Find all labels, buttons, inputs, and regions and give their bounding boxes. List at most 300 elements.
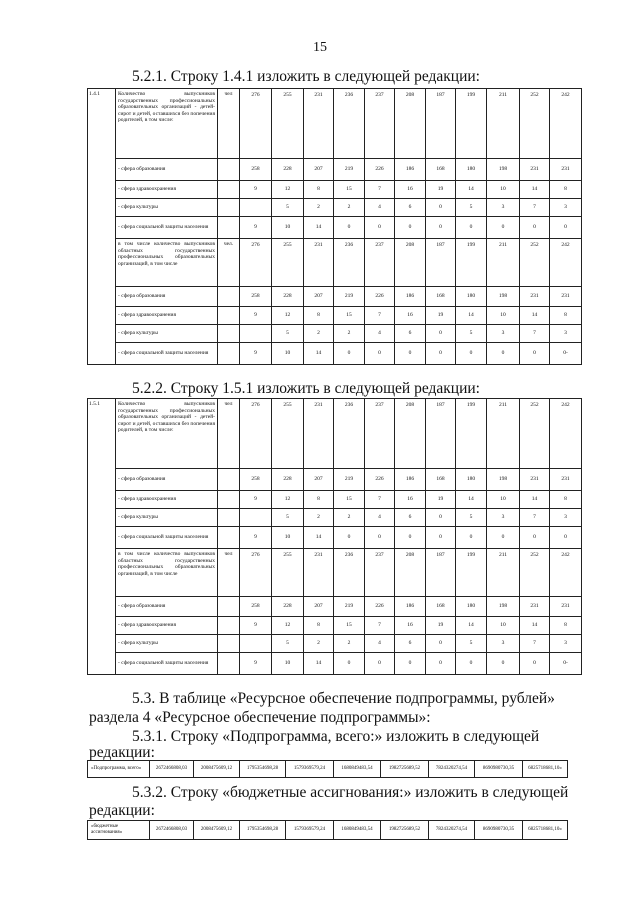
cell-value: 2008475609,12 (194, 761, 240, 778)
cell-value: 228 (272, 159, 304, 181)
section-5-3-line2: раздела 4 «Ресурсное обеспечение подпрограммы»: (89, 709, 431, 726)
cell-value: 8 (550, 181, 582, 199)
page-number: 15 (313, 40, 327, 55)
cell-value: 10 (272, 527, 304, 549)
cell-value: 0 (487, 217, 520, 239)
cell-value: 231 (520, 469, 550, 491)
section-5-2-2-heading: 5.2.2. Строку 1.5.1 изложить в следующей редакции: (132, 380, 480, 397)
row-unit: чел. (218, 239, 240, 287)
cell-value: 199 (456, 89, 487, 159)
cell-value: 237 (365, 89, 395, 159)
section-5-3-1-line2: редакции: (89, 744, 155, 761)
cell-value: 14 (520, 491, 550, 509)
cell-value: 199 (456, 399, 487, 469)
cell-value: 16 (395, 181, 426, 199)
section-5-3-1-line1: 5.3.1. Строку «Подпрограмма, всего:» изложить в следующей (132, 728, 540, 745)
cell-value: 0 (426, 343, 456, 365)
cell-value: 242 (550, 239, 582, 287)
row-label: - сфера образования (116, 469, 218, 491)
cell-value: 2 (334, 199, 365, 217)
cell-value: 0 (334, 527, 365, 549)
cell-value: 219 (334, 287, 365, 307)
cell-value: 180 (456, 469, 487, 491)
table-subprogram-total (87, 760, 568, 778)
cell-value: 0 (456, 217, 487, 239)
cell-value: 0 (334, 217, 365, 239)
cell-value: 5 (456, 509, 487, 527)
row-unit (218, 617, 240, 635)
row-unit (218, 287, 240, 307)
cell-value: 2 (334, 325, 365, 343)
cell-value: 10 (487, 181, 520, 199)
cell-value: 12 (272, 181, 304, 199)
section-5-2-1-heading: 5.2.1. Строку 1.4.1 изложить в следующей редакции: (132, 68, 480, 85)
cell-value: 252 (520, 239, 550, 287)
cell-value: 9 (240, 307, 272, 325)
cell-value: 10 (487, 617, 520, 635)
cell-value: 187 (426, 89, 456, 159)
table-row (88, 287, 582, 307)
cell-value: 231 (304, 549, 334, 597)
table-row (88, 343, 582, 365)
row-label: - сфера здравоохранения (116, 617, 218, 635)
cell-value: 228 (272, 469, 304, 491)
cell-value: 0 (395, 343, 426, 365)
cell-value: 0 (456, 527, 487, 549)
cell-value: 236 (334, 89, 365, 159)
cell-value: 9 (240, 617, 272, 635)
cell-value: 219 (334, 597, 365, 617)
cell-value: 5 (272, 325, 304, 343)
cell-value: 8 (304, 181, 334, 199)
cell-value (240, 199, 272, 217)
cell-value: 8 (304, 307, 334, 325)
row-label: «бюджетные ассигнования» (88, 821, 150, 840)
cell-value: 258 (240, 287, 272, 307)
cell-value: 16 (395, 491, 426, 509)
cell-value: 231 (520, 597, 550, 617)
row-label: - сфера культуры (116, 509, 218, 527)
table-row (88, 509, 582, 527)
cell-value: 231 (304, 239, 334, 287)
cell-value: 237 (365, 399, 395, 469)
cell-value: 1680849483,54 (334, 821, 381, 840)
cell-value: 0 (426, 199, 456, 217)
table-row (88, 89, 582, 159)
row-label: - сфера культуры (116, 325, 218, 343)
cell-value: 255 (272, 89, 304, 159)
cell-value: 258 (240, 469, 272, 491)
section-5-3-2-line1: 5.3.2. Строку «бюджетные ассигнования:» изложить в следующей (132, 784, 569, 801)
cell-value: 3 (550, 325, 582, 343)
cell-value: 0 (365, 343, 395, 365)
cell-value: 2672466808,03 (150, 761, 194, 778)
row-label: - сфера социальной защиты населения (116, 343, 218, 365)
cell-value: 15 (334, 307, 365, 325)
cell-value: 9 (240, 217, 272, 239)
cell-value: 0 (334, 653, 365, 675)
table-1-4-1 (87, 88, 582, 365)
cell-value: 187 (426, 239, 456, 287)
cell-value: 10 (487, 307, 520, 325)
cell-value: 226 (365, 159, 395, 181)
cell-value: 208 (395, 239, 426, 287)
row-label: - сфера образования (116, 597, 218, 617)
cell-value: 0 (456, 343, 487, 365)
cell-value: 14 (520, 617, 550, 635)
cell-value: 7 (520, 199, 550, 217)
cell-value: 231 (304, 399, 334, 469)
cell-value: 14 (520, 307, 550, 325)
cell-value: 207 (304, 597, 334, 617)
table-row (88, 217, 582, 239)
cell-value: 276 (240, 549, 272, 597)
cell-value: 255 (272, 239, 304, 287)
cell-value: 14 (456, 491, 487, 509)
cell-value: 0 (365, 217, 395, 239)
cell-value: 199 (456, 549, 487, 597)
cell-value: 226 (365, 469, 395, 491)
cell-value: 10 (272, 653, 304, 675)
cell-value: 4 (365, 325, 395, 343)
row-label: - сфера социальной защиты населения (116, 527, 218, 549)
table-row (88, 325, 582, 343)
row-code: 1.5.1 (88, 399, 116, 675)
cell-value: 1982725689,52 (381, 821, 429, 840)
cell-value: 7 (520, 635, 550, 653)
cell-value: 14 (456, 307, 487, 325)
cell-value: 211 (487, 89, 520, 159)
cell-value: 7824320274,54 (429, 821, 475, 840)
row-label: в том числе количество выпускников областных государственных профессиональных образовательных организаций, в том числе (116, 549, 218, 597)
cell-value: 12 (272, 307, 304, 325)
row-unit (218, 181, 240, 199)
cell-value: 7824320274,54 (429, 761, 475, 778)
cell-value: 19 (426, 491, 456, 509)
row-label: - сфера социальной защиты населения (116, 653, 218, 675)
cell-value: 3 (487, 199, 520, 217)
cell-value: 8 (550, 491, 582, 509)
cell-value: 6 (395, 509, 426, 527)
row-unit (218, 469, 240, 491)
cell-value: 9 (240, 653, 272, 675)
table-row (88, 399, 582, 469)
cell-value: 0 (520, 653, 550, 675)
table-row (88, 469, 582, 491)
cell-value: 5 (272, 199, 304, 217)
cell-value: 0 (426, 653, 456, 675)
cell-value: 0 (426, 217, 456, 239)
cell-value: 187 (426, 549, 456, 597)
row-unit (218, 597, 240, 617)
cell-value: 0 (520, 527, 550, 549)
cell-value: 3 (550, 635, 582, 653)
cell-value: 186 (395, 597, 426, 617)
cell-value: 6825718681,10» (523, 821, 568, 840)
cell-value: 12 (272, 491, 304, 509)
row-unit (218, 307, 240, 325)
cell-value: 187 (426, 399, 456, 469)
table-row (88, 239, 582, 287)
cell-value: 226 (365, 287, 395, 307)
cell-value: 3 (487, 509, 520, 527)
cell-value: 231 (550, 159, 582, 181)
row-label: - сфера культуры (116, 635, 218, 653)
cell-value: 208 (395, 549, 426, 597)
cell-value: 4 (365, 635, 395, 653)
cell-value: 198 (487, 597, 520, 617)
cell-value (240, 325, 272, 343)
cell-value: 14 (304, 653, 334, 675)
cell-value: 231 (550, 469, 582, 491)
cell-value: 9 (240, 343, 272, 365)
cell-value: 1795354698,28 (240, 821, 286, 840)
cell-value: 228 (272, 287, 304, 307)
cell-value: 186 (395, 469, 426, 491)
cell-value: 10 (272, 217, 304, 239)
row-code: 1.4.1 (88, 89, 116, 365)
cell-value: 8 (304, 491, 334, 509)
row-label: - сфера здравоохранения (116, 181, 218, 199)
cell-value: 3 (550, 509, 582, 527)
table-row (88, 181, 582, 199)
cell-value: 10 (272, 343, 304, 365)
cell-value: 8690980730,35 (475, 821, 523, 840)
cell-value: 0 (550, 217, 582, 239)
cell-value: 198 (487, 469, 520, 491)
row-unit (218, 653, 240, 675)
cell-value: 198 (487, 287, 520, 307)
row-label: в том числе количество выпускников областных государственных профессиональных образовательных организаций, в том числе (116, 239, 218, 287)
cell-value: 1982725689,52 (381, 761, 429, 778)
cell-value: 252 (520, 399, 550, 469)
table-budget-allocations (87, 820, 568, 840)
cell-value: 236 (334, 549, 365, 597)
cell-value: 5 (456, 325, 487, 343)
cell-value: 242 (550, 549, 582, 597)
cell-value: 8 (304, 617, 334, 635)
cell-value: 211 (487, 549, 520, 597)
row-unit (218, 325, 240, 343)
cell-value: 2672466808,03 (150, 821, 194, 840)
cell-value: 9 (240, 491, 272, 509)
table-row (88, 307, 582, 325)
row-unit (218, 159, 240, 181)
cell-value: 0 (426, 509, 456, 527)
cell-value: 0- (550, 653, 582, 675)
cell-value: 14 (304, 217, 334, 239)
cell-value: 16 (395, 617, 426, 635)
row-label: - сфера социальной защиты населения (116, 217, 218, 239)
cell-value: 231 (520, 287, 550, 307)
cell-value: 168 (426, 469, 456, 491)
cell-value: 2 (304, 509, 334, 527)
cell-value: 0 (487, 653, 520, 675)
cell-value: 1579369579,24 (286, 761, 334, 778)
cell-value: 237 (365, 549, 395, 597)
table-row (88, 635, 582, 653)
cell-value: 231 (550, 287, 582, 307)
cell-value: 19 (426, 617, 456, 635)
cell-value: 258 (240, 159, 272, 181)
cell-value: 0 (395, 217, 426, 239)
cell-value: 211 (487, 239, 520, 287)
cell-value: 2 (334, 635, 365, 653)
table-row (88, 199, 582, 217)
cell-value: 168 (426, 287, 456, 307)
cell-value: 8 (550, 307, 582, 325)
cell-value: 255 (272, 399, 304, 469)
row-unit (218, 491, 240, 509)
cell-value: 211 (487, 399, 520, 469)
cell-value: 2 (304, 199, 334, 217)
cell-value: 3 (550, 199, 582, 217)
cell-value: 6 (395, 635, 426, 653)
cell-value: 14 (520, 181, 550, 199)
row-unit (218, 199, 240, 217)
cell-value: 252 (520, 549, 550, 597)
cell-value: 2 (334, 509, 365, 527)
row-label: - сфера образования (116, 287, 218, 307)
cell-value: 199 (456, 239, 487, 287)
row-unit: чел (218, 89, 240, 159)
row-label: - сфера образования (116, 159, 218, 181)
row-unit: чел (218, 399, 240, 469)
cell-value: 0 (365, 527, 395, 549)
cell-value: 5 (456, 635, 487, 653)
cell-value: 3 (487, 635, 520, 653)
row-label: - сфера культуры (116, 199, 218, 217)
cell-value: 180 (456, 597, 487, 617)
cell-value: 4 (365, 199, 395, 217)
cell-value: 0 (426, 527, 456, 549)
cell-value: 252 (520, 89, 550, 159)
cell-value: 5 (272, 635, 304, 653)
cell-value: 1579369579,24 (286, 821, 334, 840)
row-label: Количество выпускников государственных профессиональных образовательных организаций - детей-сирот и детей, оставшихся без попечения родителей, в том числе: (116, 89, 218, 159)
cell-value: 8 (550, 617, 582, 635)
table-row (88, 159, 582, 181)
cell-value: 0 (550, 527, 582, 549)
cell-value: 10 (487, 491, 520, 509)
row-unit (218, 217, 240, 239)
row-label: «Подпрограмма, всего» (88, 761, 150, 778)
cell-value: 2 (304, 635, 334, 653)
cell-value: 0 (520, 343, 550, 365)
cell-value: 7 (520, 509, 550, 527)
cell-value: 2008475609,12 (194, 821, 240, 840)
cell-value: 6 (395, 199, 426, 217)
cell-value: 231 (520, 159, 550, 181)
cell-value: 0- (550, 343, 582, 365)
cell-value: 231 (550, 597, 582, 617)
row-unit (218, 509, 240, 527)
row-unit: чел (218, 549, 240, 597)
cell-value: 236 (334, 399, 365, 469)
cell-value: 15 (334, 491, 365, 509)
cell-value: 14 (304, 527, 334, 549)
table-row (88, 617, 582, 635)
cell-value: 15 (334, 617, 365, 635)
table-row (88, 653, 582, 675)
cell-value: 198 (487, 159, 520, 181)
row-unit (218, 635, 240, 653)
cell-value: 0 (395, 653, 426, 675)
table-1-5-1 (87, 398, 582, 675)
cell-value: 186 (395, 287, 426, 307)
cell-value: 19 (426, 307, 456, 325)
cell-value: 180 (456, 159, 487, 181)
cell-value: 1795354698,28 (240, 761, 286, 778)
cell-value: 0 (426, 635, 456, 653)
cell-value: 208 (395, 89, 426, 159)
cell-value: 276 (240, 89, 272, 159)
table-row (88, 549, 582, 597)
cell-value: 5 (456, 199, 487, 217)
cell-value: 7 (365, 617, 395, 635)
cell-value: 207 (304, 287, 334, 307)
cell-value: 276 (240, 399, 272, 469)
cell-value: 14 (456, 181, 487, 199)
cell-value: 8690980730,35 (475, 761, 523, 778)
cell-value: 0 (426, 325, 456, 343)
cell-value: 186 (395, 159, 426, 181)
cell-value: 0 (520, 217, 550, 239)
cell-value (240, 635, 272, 653)
cell-value: 4 (365, 509, 395, 527)
table-row (88, 491, 582, 509)
section-5-3-2-line2: редакции: (89, 802, 155, 819)
cell-value: 1680849483,54 (334, 761, 381, 778)
section-5-3-line1: 5.3. В таблице «Ресурсное обеспечение подпрограммы, рублей» (132, 690, 555, 707)
cell-value: 6825718681,10» (523, 761, 568, 778)
cell-value: 9 (240, 181, 272, 199)
cell-value (240, 509, 272, 527)
cell-value: 7 (520, 325, 550, 343)
cell-value: 7 (365, 491, 395, 509)
cell-value: 236 (334, 239, 365, 287)
cell-value: 180 (456, 287, 487, 307)
cell-value: 276 (240, 239, 272, 287)
row-label: Количество выпускников государственных профессиональных образовательных организаций - детей-сирот и детей, оставшихся без попечения родителей, в том числе: (116, 399, 218, 469)
cell-value: 226 (365, 597, 395, 617)
cell-value: 242 (550, 399, 582, 469)
cell-value: 9 (240, 527, 272, 549)
cell-value: 237 (365, 239, 395, 287)
cell-value: 14 (456, 617, 487, 635)
cell-value: 0 (487, 343, 520, 365)
cell-value: 6 (395, 325, 426, 343)
cell-value: 228 (272, 597, 304, 617)
cell-value: 0 (456, 653, 487, 675)
cell-value: 168 (426, 597, 456, 617)
table-row (88, 527, 582, 549)
cell-value: 7 (365, 181, 395, 199)
cell-value: 5 (272, 509, 304, 527)
cell-value: 231 (304, 89, 334, 159)
cell-value: 207 (304, 469, 334, 491)
cell-value: 242 (550, 89, 582, 159)
cell-value: 255 (272, 549, 304, 597)
row-unit (218, 343, 240, 365)
cell-value: 219 (334, 469, 365, 491)
cell-value: 258 (240, 597, 272, 617)
cell-value: 15 (334, 181, 365, 199)
cell-value: 168 (426, 159, 456, 181)
cell-value: 3 (487, 325, 520, 343)
cell-value: 16 (395, 307, 426, 325)
table-row (88, 597, 582, 617)
